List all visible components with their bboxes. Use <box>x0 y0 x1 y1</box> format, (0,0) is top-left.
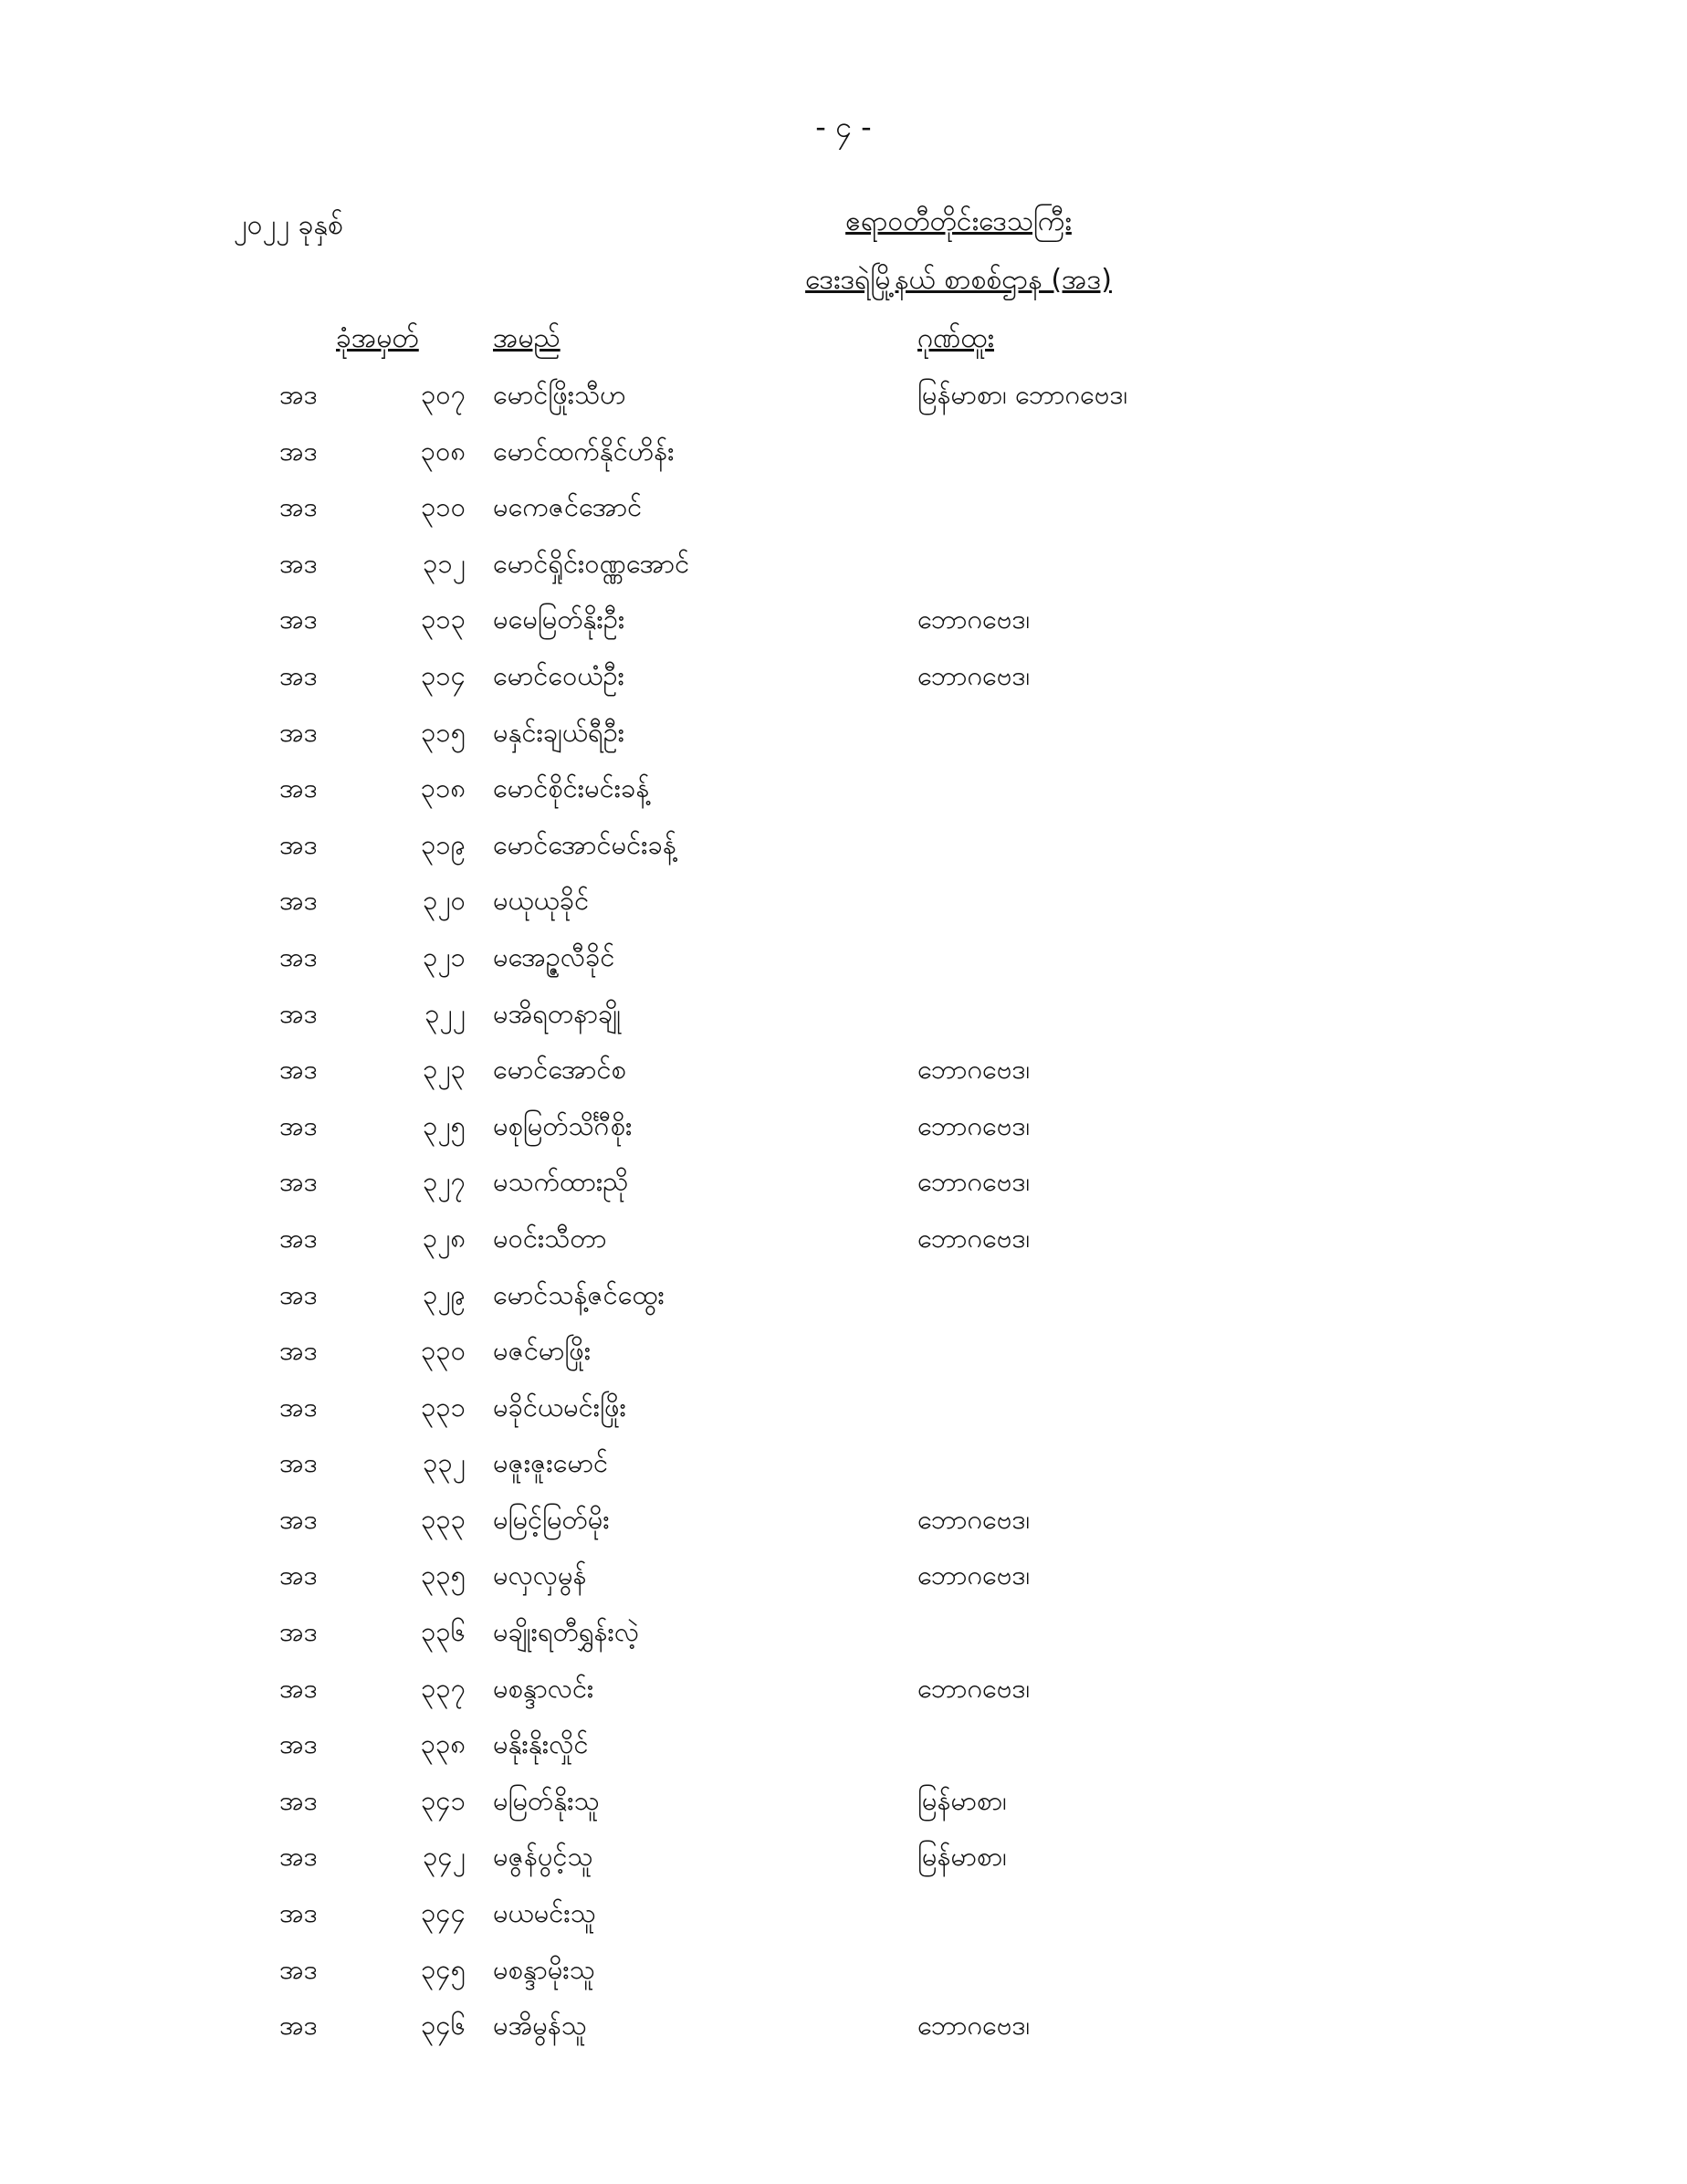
student-name: မစန္ဒာမိုးသူ <box>493 1953 595 1985</box>
roll-number: ၃၄၁ <box>421 1784 466 1816</box>
student-name: မအေဥ္ဇလီခိုင် <box>493 940 615 972</box>
roll-number: ၃၄၄ <box>421 1897 466 1929</box>
center-code: အဒ <box>279 885 318 917</box>
student-name: မမြင့်မြတ်မိုး <box>493 1503 610 1535</box>
center-code: အဒ <box>279 1784 318 1816</box>
table-row <box>0 1553 1687 1610</box>
roll-number: ၃၂၅ <box>423 1109 466 1141</box>
distinction: ဘောဂဗေဒ၊ <box>917 1503 1031 1535</box>
student-name: မစုမြတ်သိင်္ဂီစိုး <box>493 1109 633 1141</box>
student-name: မဇွန်ပွင့်သူ <box>493 1841 593 1873</box>
roll-number: ၃၃၂ <box>423 1447 466 1479</box>
roll-number: ၃၂၁ <box>423 940 466 972</box>
center-code: အဒ <box>279 1897 318 1929</box>
table-row <box>0 1160 1687 1216</box>
table-row <box>0 1216 1687 1273</box>
student-name: မဇူးဇူးမောင် <box>493 1447 609 1479</box>
table-row <box>0 2003 1687 2060</box>
center-code: အဒ <box>279 604 318 635</box>
center-code: အဒ <box>279 1335 318 1367</box>
center-code: အဒ <box>279 772 318 804</box>
center-code: အဒ <box>279 379 318 410</box>
table-row <box>0 1441 1687 1497</box>
table-row <box>0 1273 1687 1329</box>
roll-number: ၃၀၈ <box>420 435 466 467</box>
student-name: မဇင်မာဖြိုး <box>493 1335 592 1367</box>
center-code: အဒ <box>279 1391 318 1423</box>
distinction: ဘောဂဗေဒ၊ <box>917 1672 1031 1704</box>
student-name: မမြတ်နိုးသူ <box>493 1784 600 1816</box>
table-row <box>0 541 1687 598</box>
center-code: အဒ <box>279 716 318 748</box>
table-row <box>0 654 1687 710</box>
exam-center-title: ဒေးဒရဲမြို့နယ် စာစစ်ဌာန (အဒ) <box>805 264 1112 296</box>
table-row <box>0 485 1687 541</box>
student-name: မနှင်းချယ်ရီဦး <box>493 716 625 748</box>
center-code: အဒ <box>279 1503 318 1535</box>
student-name: မချိုးရတီရွှန်းလဲ့ <box>493 1616 640 1648</box>
student-name: မောင်သန့်ဇင်ထွေး <box>493 1278 665 1310</box>
roll-number: ၃၂၃ <box>423 1054 466 1086</box>
student-name: မောင်ဝေယံဦး <box>493 659 624 691</box>
center-code: အဒ <box>279 491 318 523</box>
student-name: မောင်ရှိုင်းဝဏ္ဏအောင် <box>493 547 690 579</box>
table-row <box>0 766 1687 823</box>
region-title: ဧရာဝတီတိုင်းဒေသကြီး <box>845 205 1072 237</box>
center-code: အဒ <box>279 1672 318 1704</box>
table-row <box>0 1891 1687 1948</box>
distinction: ဘောဂဗေဒ၊ <box>917 1559 1031 1591</box>
student-name: မကေဇင်အောင် <box>493 491 643 523</box>
distinction: ဘောဂဗေဒ၊ <box>917 604 1031 635</box>
student-name: မောင်ဖြိုးသီဟ <box>493 379 626 410</box>
student-name: မအိမွန်သူ <box>493 2010 587 2042</box>
roll-number: ၃၄၂ <box>423 1841 466 1873</box>
roll-number: ၃၃၃ <box>421 1503 466 1535</box>
roll-number: ၃၂၀ <box>423 885 466 917</box>
center-code: အဒ <box>279 2010 318 2042</box>
table-row <box>0 597 1687 654</box>
student-name: မယုယုခိုင် <box>493 885 590 917</box>
student-name: မခိုင်ယမင်းဖြိုး <box>493 1391 626 1423</box>
center-code: အဒ <box>279 1447 318 1479</box>
table-row <box>0 1779 1687 1835</box>
table-row <box>0 992 1687 1048</box>
student-name: မသက်ထားညို <box>493 1166 629 1198</box>
table-row <box>0 1610 1687 1666</box>
table-row <box>0 373 1687 429</box>
roll-number: ၃၁၈ <box>420 772 466 804</box>
center-code: အဒ <box>279 1109 318 1141</box>
student-name: မအိရတနာချို <box>493 997 622 1029</box>
distinction-header: ဂုဏ်ထူး <box>917 322 994 354</box>
center-code: အဒ <box>279 659 318 691</box>
center-code: အဒ <box>279 547 318 579</box>
exam-year: ၂၀၂၂ ခုနှစ် <box>234 209 343 241</box>
roll-number: ၃၄၅ <box>421 1953 466 1985</box>
center-code: အဒ <box>279 1616 318 1648</box>
student-name: မမေမြတ်နိုးဦး <box>493 604 625 635</box>
student-name: မောင်စိုင်းမင်းခန့် <box>493 772 650 804</box>
roll-number: ၃၃၁ <box>421 1391 466 1423</box>
roll-number: ၃၂၉ <box>423 1278 466 1310</box>
student-name: မောင်အောင်စ <box>493 1054 626 1086</box>
roll-number: ၃၃၀ <box>421 1335 466 1367</box>
roll-number: ၃၃၈ <box>420 1728 466 1760</box>
table-row <box>0 1666 1687 1723</box>
roll-number: ၃၁၃ <box>421 604 466 635</box>
distinction: ဘောဂဗေဒ၊ <box>917 1222 1031 1254</box>
center-code: အဒ <box>279 1953 318 1985</box>
roll-number: ၃၁၄ <box>421 659 466 691</box>
student-name: မဝင်းသီတာ <box>493 1222 607 1254</box>
table-row <box>0 823 1687 879</box>
center-code: အဒ <box>279 997 318 1029</box>
table-row <box>0 1104 1687 1160</box>
table-row <box>0 710 1687 767</box>
table-row <box>0 1328 1687 1385</box>
distinction: ဘောဂဗေဒ၊ <box>917 659 1031 691</box>
student-name: မယမင်းသူ <box>493 1897 596 1929</box>
roll-number: ၃၁၅ <box>421 716 466 748</box>
roll-number-header: ခုံအမှတ် <box>336 322 419 354</box>
distinction: ဘောဂဗေဒ၊ <box>917 2010 1031 2042</box>
center-code: အဒ <box>279 828 318 860</box>
roll-number: ၃၂၂ <box>424 997 466 1029</box>
center-code: အဒ <box>279 1222 318 1254</box>
roll-number: ၃၁၉ <box>421 828 466 860</box>
roll-number: ၃၂၈ <box>422 1222 466 1254</box>
student-name: မောင်အောင်မင်းခန့် <box>493 828 676 860</box>
center-code: အဒ <box>279 435 318 467</box>
table-row <box>0 1722 1687 1779</box>
roll-number: ၃၂၇ <box>423 1166 466 1198</box>
distinction: ဘောဂဗေဒ၊ <box>917 1109 1031 1141</box>
student-name: မောင်ထက်နိုင်ဟိန်း <box>493 435 675 467</box>
student-name: မလှလှမွန် <box>493 1559 587 1591</box>
table-row <box>0 1497 1687 1554</box>
results-list <box>0 373 1687 2060</box>
student-name: မနိုးနိုးလှိုင် <box>493 1728 589 1760</box>
roll-number: ၃၀၇ <box>421 379 466 410</box>
roll-number: ၃၁၀ <box>421 491 466 523</box>
distinction: မြန်မာစာ၊ <box>917 1841 1007 1873</box>
distinction: ဘောဂဗေဒ၊ <box>917 1166 1031 1198</box>
distinction: မြန်မာစာ၊ <box>917 1784 1007 1816</box>
roll-number: ၃၃၆ <box>421 1616 466 1648</box>
table-row <box>0 1948 1687 2004</box>
table-row <box>0 1834 1687 1891</box>
table-row <box>0 429 1687 486</box>
table-row <box>0 935 1687 992</box>
center-code: အဒ <box>279 940 318 972</box>
page-number: - ၄ - <box>815 110 872 144</box>
center-code: အဒ <box>279 1559 318 1591</box>
center-code: အဒ <box>279 1054 318 1086</box>
roll-number: ၃၃၅ <box>421 1559 466 1591</box>
center-code: အဒ <box>279 1278 318 1310</box>
name-header: အမည် <box>493 322 561 354</box>
roll-number: ၃၄၆ <box>421 2010 466 2042</box>
roll-number: ၃၁၂ <box>423 547 466 579</box>
center-code: အဒ <box>279 1166 318 1198</box>
roll-number: ၃၃၇ <box>421 1672 466 1704</box>
student-name: မစန္ဒာလင်း <box>493 1672 594 1704</box>
distinction: ဘောဂဗေဒ၊ <box>917 1054 1031 1086</box>
center-code: အဒ <box>279 1841 318 1873</box>
table-row <box>0 878 1687 935</box>
table-row <box>0 1047 1687 1104</box>
center-code: အဒ <box>279 1728 318 1760</box>
distinction: မြန်မာစာ၊ ဘောဂဗေဒ၊ <box>917 379 1128 410</box>
table-row <box>0 1385 1687 1442</box>
